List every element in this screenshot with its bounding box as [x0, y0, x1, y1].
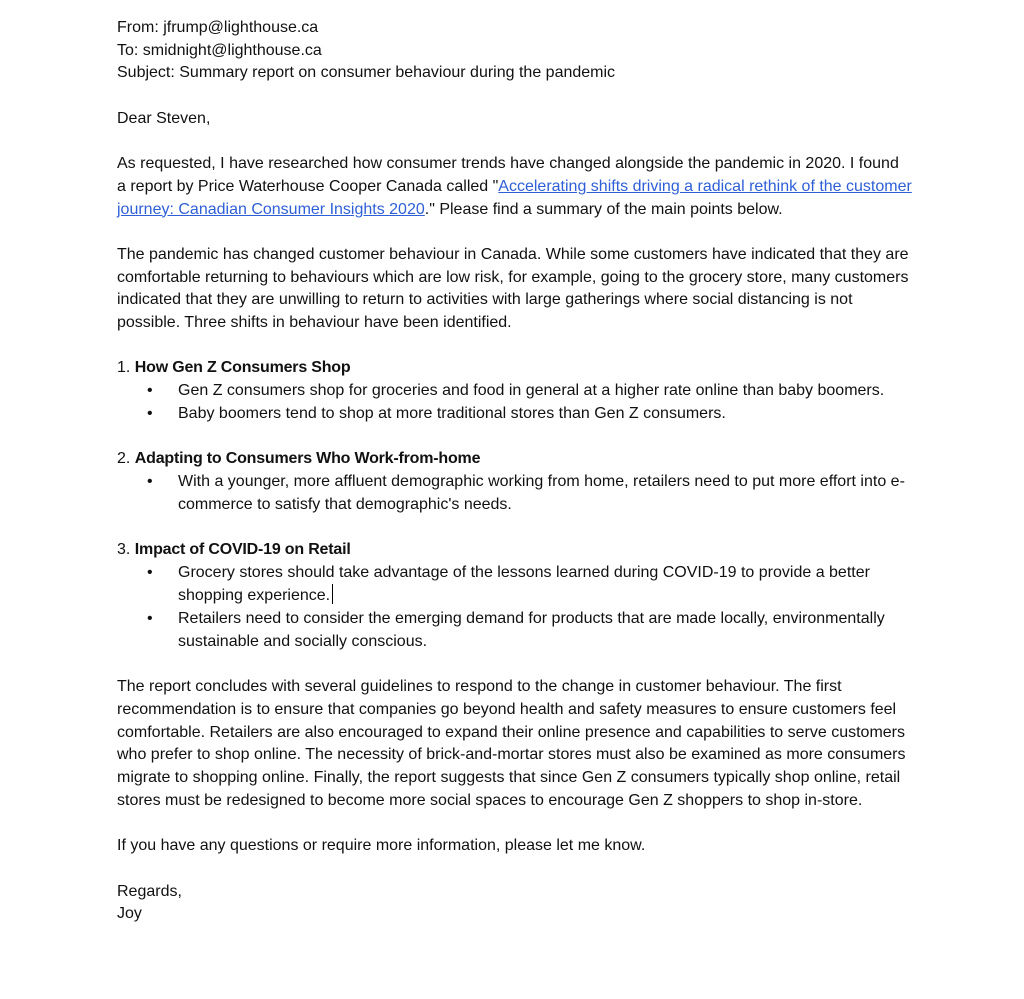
spacer: [117, 858, 912, 881]
report-link[interactable]: Accelerating shifts driving a radical rethink of the customer journey: Canadian Consumer Insights 2020: [117, 177, 912, 218]
from-line: From: jfrump@lighthouse.ca: [117, 19, 319, 36]
section-covid-retail: [117, 539, 912, 654]
section-heading: [117, 539, 912, 562]
section-title: Impact of COVID-19 on Retail: [134, 541, 351, 559]
bullet-item: • With a younger, more affluent demographic working from home, retailers need to put more effort into e-commerce to satisfy that demographic's needs.: [178, 471, 912, 516]
closing-paragraph: If you have any questions or require more information, please let me know.: [117, 837, 646, 855]
intro-text-before-link: As requested, I have researched how consumer trends have changed alongside the pandemic in 2020. I found a report by Price Waterhouse Cooper Canada called ": [117, 155, 899, 195]
to-line: To: smidnight@lighthouse.ca: [117, 41, 322, 59]
spacer: [117, 426, 912, 449]
spacer: [117, 131, 912, 154]
spacer: [117, 813, 912, 836]
spacer: [117, 654, 912, 677]
bullet-list: [117, 562, 912, 654]
section-gen-z: [117, 357, 912, 425]
bullet-item: • Retailers need to consider the emerging demand for products that are made locally, environmentally sustainable and socially conscious.: [178, 608, 912, 653]
conclusion-paragraph: The report concludes with several guidelines to respond to the change in customer behaviour. The first recommendation is to ensure that companies go beyond health and safety measures to ensure customers feel comfortable. Retailers are also encouraged to expand their online presence and capabilities to serve customers who prefer to shop online. The necessity of brick-and-mortar stores must also be examined as more consumers migrate to shopping online. Finally, the report suggests that since Gen Z consumers typically shop online, retail stores must be redesigned to become more social spaces to encourage Gen Z shoppers to shop in-store.: [117, 678, 906, 809]
section-heading: [117, 448, 912, 471]
bullet-item: [178, 562, 912, 608]
intro-text-after-link: ." Please find a summary of the main points below.: [424, 200, 783, 218]
overview-paragraph: The pandemic has changed customer behaviour in Canada. While some customers have indicated that they are comfortable returning to behaviours which are low risk, for example, going to the grocery store, many customers indicated that they are unwilling to return to activities with large gatherings where social distancing is not possible. Three shifts in behaviour have been identified.: [117, 245, 909, 332]
spacer: [117, 85, 912, 108]
bullet-list: [117, 471, 912, 516]
section-number: 2.: [117, 450, 131, 468]
intro-paragraph: [117, 153, 912, 221]
greeting: Dear Steven,: [117, 109, 211, 127]
bullet-text: Grocery stores should take advantage of the lessons learned during COVID-19 to provide a better shopping experience.: [178, 563, 870, 605]
section-heading: [117, 357, 912, 380]
signature: Joy: [117, 905, 142, 923]
section-title: Adapting to Consumers Who Work-from-home: [134, 450, 481, 468]
bullet-list: [117, 380, 912, 425]
subject-line: Subject: Summary report on consumer behaviour during the pandemic: [117, 64, 616, 82]
spacer: [117, 335, 912, 358]
section-title: How Gen Z Consumers Shop: [134, 359, 351, 377]
bullet-item: • Baby boomers tend to shop at more traditional stores than Gen Z consumers.: [178, 403, 912, 426]
section-number: 3.: [117, 541, 131, 559]
email-document: [117, 17, 912, 926]
spacer: [117, 221, 912, 244]
text-cursor: [332, 584, 333, 604]
spacer: [117, 516, 912, 539]
section-work-from-home: [117, 448, 912, 516]
section-number: 1.: [117, 359, 131, 377]
signoff: Regards,: [117, 882, 182, 900]
bullet-item: • Gen Z consumers shop for groceries and food in general at a higher rate online than baby boomers.: [178, 380, 912, 403]
